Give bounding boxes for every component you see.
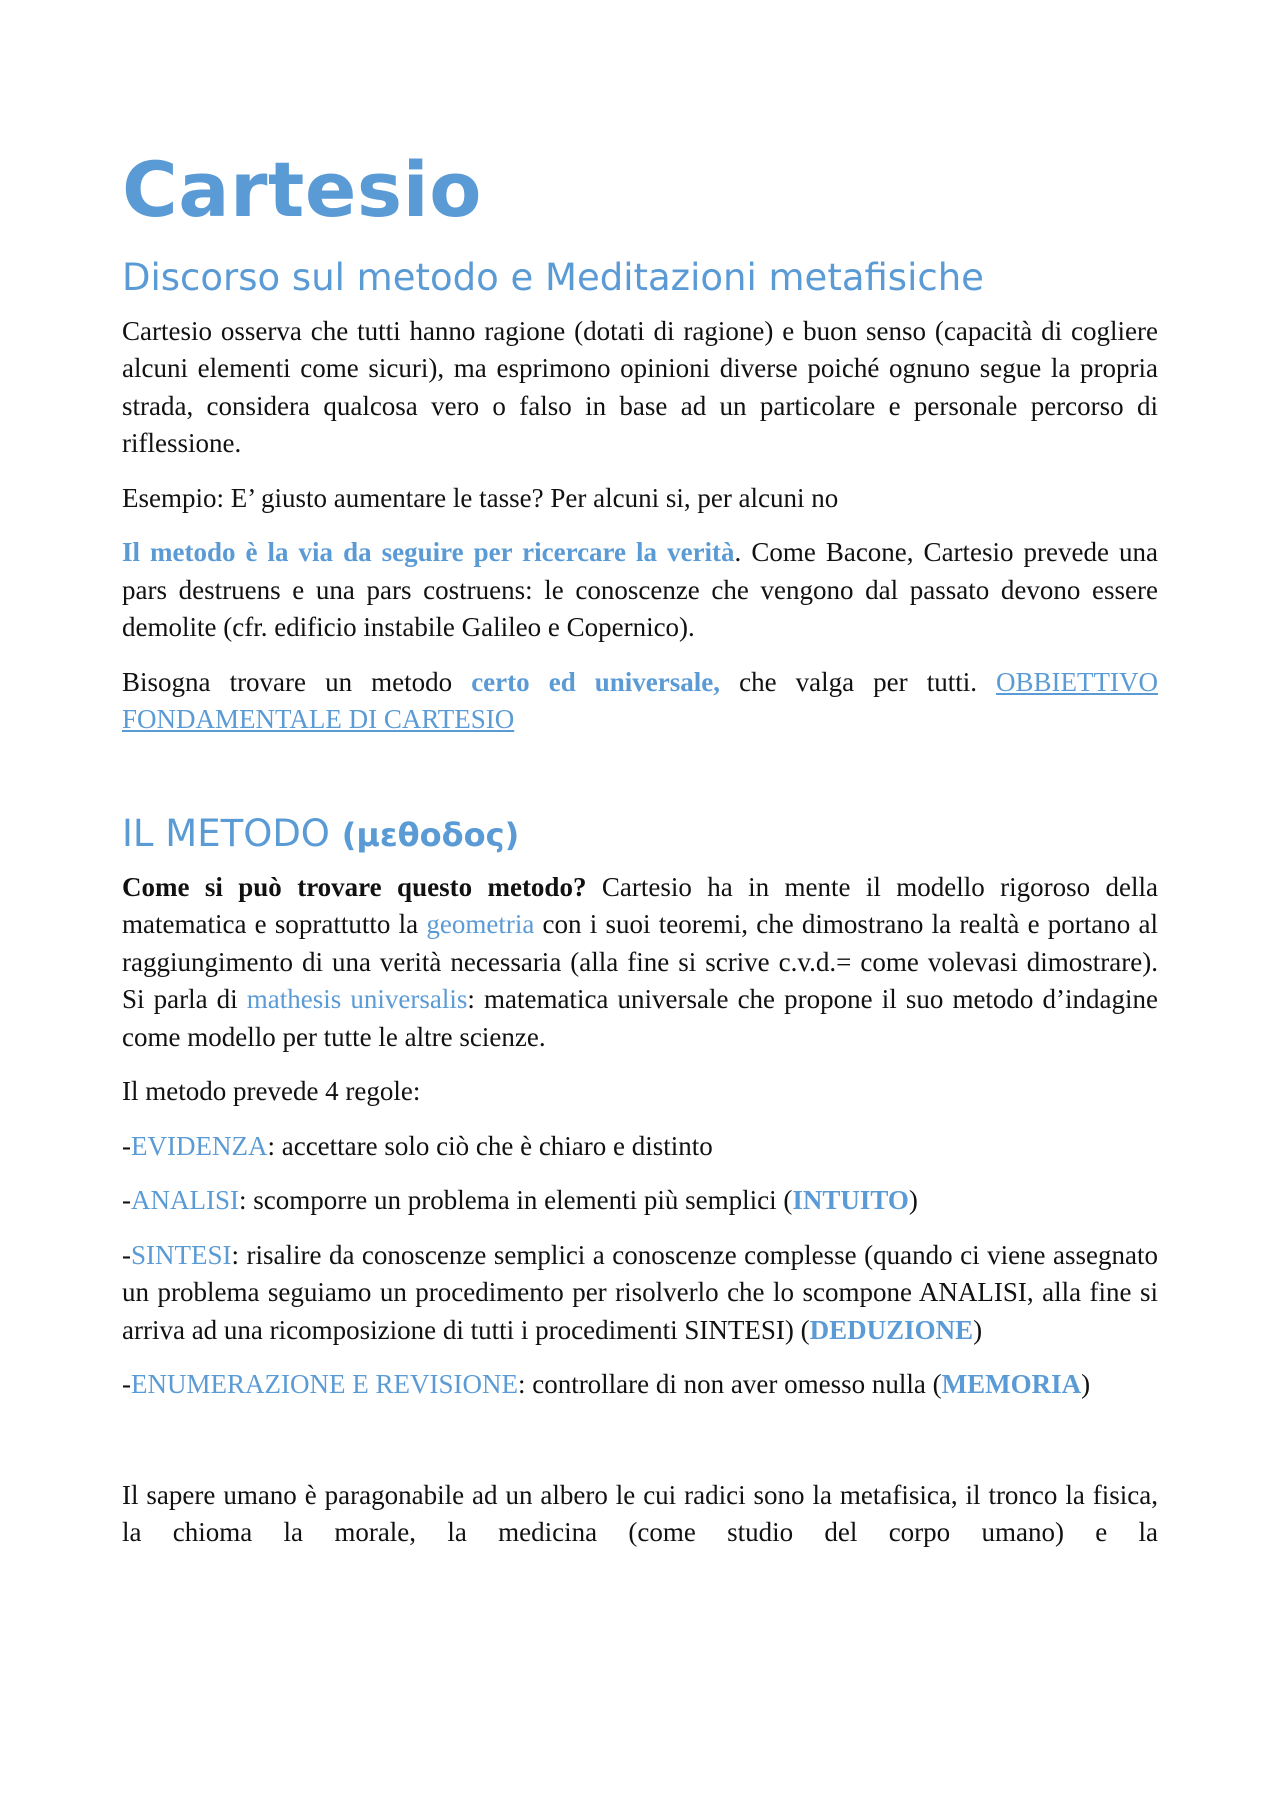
- section-heading-text: IL METODO: [122, 811, 342, 855]
- rule-tag-intuito: INTUITO: [792, 1185, 909, 1216]
- goal-text-middle: che valga per tutti.: [720, 666, 997, 697]
- method-text: . Come Bacone, Cartesio prevede una pars destruens e una pars costruens: le conoscenze che vengono dal passato devono essere demolite (cfr. edificio instabile Galileo e Copernico).: [122, 537, 1159, 643]
- rule-sintesi: [122, 1237, 1158, 1350]
- rule-name-evidenza: EVIDENZA: [131, 1130, 268, 1161]
- rule-name-analisi: ANALISI: [131, 1185, 239, 1216]
- how-text-1: Cartesio ha in mente il modello rigoroso della matematica e soprattutto la: [122, 871, 1158, 940]
- how-text-2: con i suoi teoremi, che dimostrano la realtà e portano al raggiungimento di una verità necessaria (alla fine si scrive c.v.d.= come volevasi dimostrare). Si parla di: [122, 909, 1158, 1015]
- page-subtitle: Discorso sul metodo e Meditazioni metafisiche: [122, 255, 984, 299]
- rules-intro: Il metodo prevede 4 regole:: [122, 1076, 421, 1107]
- rule-text-sintesi: : risalire da conoscenze semplici a conoscenze complesse (quando ci viene assegnato un problema seguiamo un procedimento per risolverlo che lo scompone ANALISI, alla fine si arriva ad una ricomposizione di tutti i procedimenti SINTESI) (: [122, 1239, 1158, 1345]
- rule-name-sintesi: SINTESI: [131, 1239, 232, 1270]
- how-text-3: : matematica universale che propone il suo metodo d’indagine come modello per tutte le altre scienze.: [122, 984, 1158, 1052]
- intro-paragraph: Cartesio osserva che tutti hanno ragione (dotati di ragione) e buon senso (capacità di cogliere alcuni elementi come sicuri), ma esprimono opinioni diverse poiché ognuno segue la propria strada, considera qualcosa vero o falso in base ad un particolare e personale percorso di riflessione.: [122, 315, 1158, 459]
- rule-dash: -: [122, 1369, 131, 1400]
- tree-paragraph: Il sapere umano è paragonabile ad un albero le cui radici sono la metafisica, il tronco la fisica, la chioma la morale, la medicina (come studio del corpo umano) e la: [122, 1479, 1158, 1548]
- method-paragraph: [122, 534, 1158, 647]
- rule-close: ): [1081, 1369, 1091, 1400]
- page-title: Cartesio: [122, 145, 482, 234]
- rule-analisi: [122, 1182, 1158, 1220]
- rule-text-analisi: : scomporre un problema in elementi più semplici (: [239, 1185, 793, 1216]
- section-spacer: [122, 756, 1158, 812]
- how-paragraph: [122, 869, 1158, 1057]
- rule-evidenza: [122, 1128, 1158, 1166]
- geometry-term: geometria: [426, 909, 535, 940]
- rule-name-enumerazione: ENUMERAZIONE E REVISIONE: [131, 1369, 518, 1400]
- method-highlight: Il metodo è la via da seguire per ricercare la verità: [122, 537, 735, 568]
- rule-dash: -: [122, 1130, 131, 1161]
- rule-dash: -: [122, 1185, 131, 1216]
- goal-highlight: certo ed universale,: [471, 666, 721, 697]
- rule-close: ): [908, 1185, 918, 1216]
- how-question: Come si può trovare questo metodo?: [122, 871, 587, 902]
- section-spacer: [122, 1421, 1158, 1477]
- rule-text-evidenza: : accettare solo ciò che è chiaro e distinto: [267, 1130, 713, 1161]
- rule-enumerazione: [122, 1366, 1158, 1404]
- example-paragraph: Esempio: E’ giusto aumentare le tasse? Per alcuni si, per alcuni no: [122, 482, 839, 513]
- rule-dash: -: [122, 1239, 131, 1270]
- rule-tag-deduzione: DEDUZIONE: [809, 1314, 974, 1345]
- section-heading-method: [122, 812, 1158, 855]
- goal-text-before: Bisogna trovare un metodo: [122, 666, 472, 697]
- mathesis-term: mathesis universalis: [246, 984, 468, 1015]
- goal-paragraph: [122, 664, 1158, 739]
- rule-close: ): [973, 1314, 983, 1345]
- goal-link[interactable]: OBBIETTIVO FONDAMENTALE DI CARTESIO: [122, 666, 1159, 735]
- rule-tag-memoria: MEMORIA: [941, 1369, 1082, 1400]
- rule-text-enumerazione: : controllare di non aver omesso nulla (: [517, 1369, 942, 1400]
- section-heading-greek: (μεθοδος): [341, 815, 520, 854]
